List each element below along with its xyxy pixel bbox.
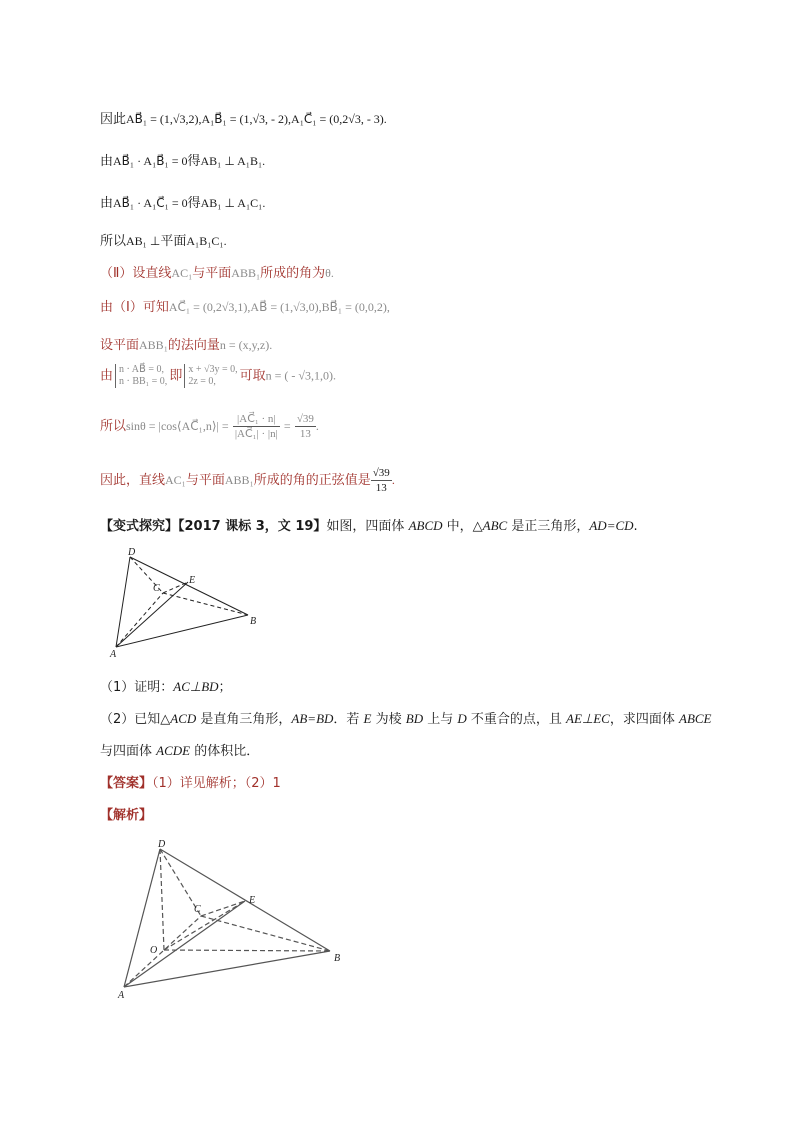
math: AC⃗₁ = (0,2√3,1),AB⃗ = (1,√3,0),BB⃗₁ = (0,0,2),: [168, 300, 390, 314]
var: AD=CD: [589, 518, 634, 533]
math: AB⃗₁ = (1,√3,2),A₁B⃗₁ = (1,√3, - 2),A₁C⃗₁ = (0,2√3, - 3).: [126, 112, 387, 126]
text: 与平面: [185, 473, 225, 488]
math: AC₁: [171, 266, 193, 280]
edge-cb: [163, 593, 248, 615]
edge-oe: [164, 901, 245, 950]
text: 由: [100, 154, 114, 169]
var: AE⊥EC: [566, 711, 610, 726]
var: BD: [405, 711, 424, 726]
edge-da: [124, 849, 160, 987]
numerator: √39: [372, 467, 390, 479]
text: 不重合的点，且: [466, 712, 567, 727]
math: n = (x,y,z).: [219, 338, 273, 352]
text: 所以: [100, 234, 127, 249]
text: （Ⅱ）设直线: [100, 266, 172, 281]
text: 中，△: [442, 519, 483, 534]
var: ACDE: [156, 743, 191, 758]
label-e: E: [249, 895, 256, 906]
edge-db: [130, 557, 248, 615]
text: ．若: [333, 712, 364, 727]
label-o: O: [150, 945, 158, 956]
math: AB₁ ⊥ A₁C₁.: [200, 196, 266, 210]
text: 是直角三角形，: [196, 712, 292, 727]
equation-system-2: [184, 364, 237, 388]
var: E: [363, 711, 372, 726]
numerator: √39: [296, 413, 314, 425]
text: 的法向量: [167, 338, 220, 353]
label-d: D: [158, 839, 166, 850]
edge-ae: [116, 582, 188, 647]
edge-db: [160, 849, 330, 951]
math: AB⃗₁ · A₁C⃗₁ = 0: [113, 196, 188, 210]
text: 与四面体: [100, 744, 157, 759]
math: AB₁ ⊥ A₁B₁.: [200, 154, 266, 168]
math: ABB₁: [139, 338, 168, 352]
label-a: A: [110, 649, 117, 660]
solution-line-9: [100, 412, 319, 441]
variant-tag: 【变式探究】: [100, 519, 179, 534]
denominator: 13: [299, 428, 311, 440]
math: n = ( - √3,1,0).: [265, 368, 336, 383]
problem-statement: [100, 515, 638, 534]
math: ABB₁: [231, 266, 261, 280]
source-tag: 【2017 课标 3，文 19】: [178, 519, 327, 534]
edge-ac: [124, 916, 201, 987]
math: ABB₁: [224, 473, 254, 487]
edge-ae: [124, 901, 245, 987]
tetrahedron-figure-2: [112, 835, 357, 1003]
text: .: [633, 519, 638, 534]
solution-line-10: [100, 466, 395, 495]
eq-row: 2z = 0,: [188, 376, 216, 387]
analysis-line: [100, 804, 152, 823]
denominator: |AC⃗₁| · |n|: [234, 428, 278, 440]
math: θ.: [325, 266, 334, 280]
solution-line-1: [100, 108, 387, 127]
text: 所成的角为: [260, 266, 326, 281]
question-1: [100, 676, 232, 695]
var: ABCE: [679, 711, 712, 726]
var: AC⊥BD: [173, 679, 219, 694]
var: D: [457, 711, 467, 726]
text: 因此: [100, 112, 127, 127]
var: AB=BD: [291, 711, 334, 726]
math: AB⃗₁ · A₁B⃗₁ = 0: [113, 154, 188, 168]
label-d: D: [128, 547, 136, 558]
text: 得: [187, 196, 201, 211]
edge-ob: [164, 950, 330, 951]
question-2: [100, 708, 712, 727]
text: 平面: [160, 234, 187, 249]
edge-ab: [116, 615, 248, 647]
math: AB₁ ⊥: [126, 234, 161, 248]
tetrahedron-figure-1: [108, 545, 268, 660]
eq-row: n · AB⃗ = 0,: [119, 364, 165, 375]
text: 即: [169, 368, 183, 384]
label-c: C: [194, 904, 201, 915]
text: 上与: [423, 712, 458, 727]
text: 所成的角的正弦值是: [253, 473, 371, 488]
analysis-tag: 【解析】: [100, 808, 153, 823]
question-2-cont: [100, 740, 259, 759]
text: 由: [100, 368, 114, 384]
var: ACD: [170, 711, 197, 726]
text: 可取: [239, 368, 266, 384]
text: 所以: [100, 419, 127, 434]
numerator: |AC⃗₁ · n|: [233, 412, 280, 427]
text: 设平面: [100, 338, 140, 353]
text: 如图，四面体: [326, 519, 409, 534]
edge-cb: [201, 916, 330, 951]
period: .: [391, 473, 395, 487]
text: 与平面: [192, 266, 232, 281]
solution-line-2: [100, 150, 265, 169]
edge-ce: [201, 901, 245, 916]
eq-row: x + √3y = 0,: [188, 364, 238, 375]
solution-line-8: [100, 364, 336, 388]
solution-line-5: [100, 262, 334, 281]
math: sinθ = |cos⟨AC⃗₁,n⟩| =: [126, 419, 229, 433]
eq-row: n · BB₁ = 0,: [119, 376, 168, 387]
text: 的体积比．: [190, 744, 260, 759]
solution-line-3: [100, 192, 265, 211]
answer-text: （1）详见解析；（2）1: [152, 776, 281, 791]
text: （2）已知△: [100, 712, 171, 727]
math: AC₁: [165, 473, 186, 487]
solution-line-7: [100, 334, 272, 353]
label-c: C: [153, 583, 160, 594]
text: （1）证明：: [100, 680, 174, 695]
var: ABC: [482, 518, 508, 533]
label-e: E: [189, 575, 196, 586]
solution-line-4: [100, 230, 227, 249]
fraction: [371, 466, 392, 495]
label-a: A: [118, 990, 125, 1001]
period: .: [315, 419, 319, 433]
text: 由（Ⅰ）可知: [100, 300, 169, 315]
math: A₁B₁C₁.: [186, 234, 227, 248]
fraction: [233, 412, 280, 441]
edge-ce: [163, 582, 188, 593]
text: ；: [218, 680, 232, 695]
var: ABCD: [408, 518, 443, 533]
text: 得: [187, 154, 201, 169]
text: 为棱: [371, 712, 406, 727]
answer-line: [100, 772, 281, 791]
answer-tag: 【答案】: [100, 776, 153, 791]
edge-do: [160, 849, 164, 950]
denominator: 13: [375, 482, 387, 494]
equals: =: [283, 419, 291, 433]
solution-line-6: [100, 296, 390, 315]
text: 是正三角形，: [507, 519, 590, 534]
text: 因此，直线: [100, 473, 166, 488]
equation-system-1: [115, 364, 167, 388]
fraction: [295, 412, 316, 441]
label-b: B: [334, 953, 341, 964]
text: ，求四面体: [609, 712, 679, 727]
text: 由: [100, 196, 114, 211]
edge-ab: [124, 951, 330, 987]
label-b: B: [250, 616, 257, 627]
